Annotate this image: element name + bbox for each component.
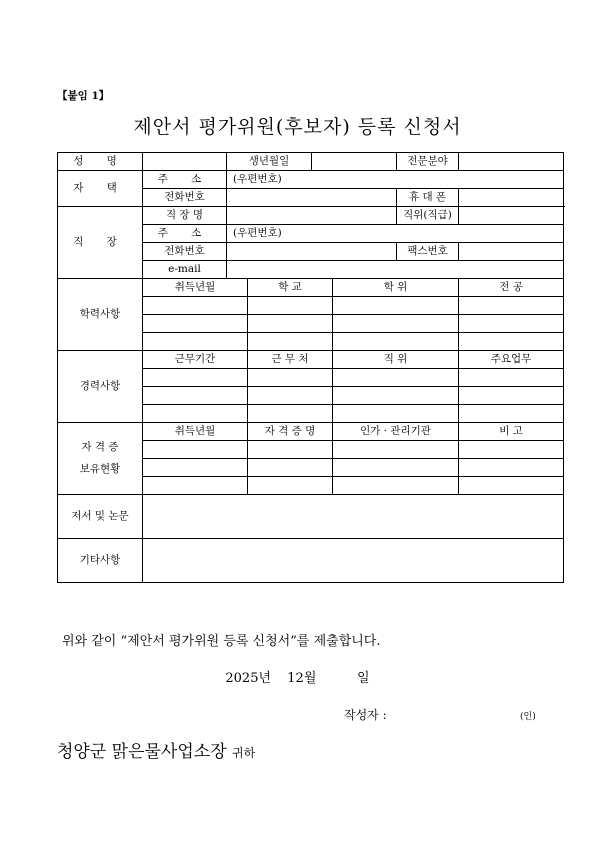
work-address-label: 주 소 (143, 225, 227, 243)
attachment-label: 【붙임 1】 (57, 90, 110, 102)
table-cell[interactable] (333, 387, 459, 405)
table-cell[interactable] (248, 315, 333, 333)
edu-header: 학 위 (333, 279, 459, 297)
work-phone-field[interactable] (227, 243, 397, 261)
fax-field[interactable] (459, 243, 564, 261)
papers-row (58, 495, 564, 539)
table-cell[interactable] (459, 477, 564, 495)
other-row (58, 539, 564, 583)
home-address-row (58, 171, 564, 189)
work-address-field[interactable]: (우편번호) (227, 225, 564, 243)
table-cell[interactable] (248, 387, 333, 405)
edu-header: 학 교 (248, 279, 333, 297)
home-address-field[interactable]: (우편번호) (227, 171, 564, 189)
table-cell[interactable] (333, 459, 459, 477)
education-label: 학력사항 (58, 279, 143, 351)
position-label: 직위(직급) (397, 207, 459, 225)
recipient-suffix: 귀하 (232, 746, 256, 760)
home-label: 자 택 (58, 171, 143, 207)
other-field[interactable] (143, 539, 564, 583)
workplace-row (58, 207, 564, 225)
home-address-label: 주 소 (143, 171, 227, 189)
table-cell[interactable] (333, 333, 459, 351)
name-row (58, 153, 564, 171)
other-label: 기타사항 (58, 539, 143, 583)
table-cell[interactable] (143, 369, 248, 387)
email-field[interactable] (227, 261, 564, 279)
table-cell[interactable] (333, 297, 459, 315)
fax-label: 팩스번호 (397, 243, 459, 261)
home-phone-field[interactable] (227, 189, 397, 207)
table-cell[interactable] (248, 369, 333, 387)
table-cell[interactable] (459, 369, 564, 387)
mobile-label: 휴 대 폰 (397, 189, 459, 207)
name-field[interactable] (143, 153, 227, 171)
table-cell[interactable] (459, 459, 564, 477)
table-cell[interactable] (143, 405, 248, 423)
cert-header: 자 격 증 명 (248, 423, 333, 441)
cert-label-line1: 자 격 증 (81, 441, 119, 453)
cert-label (58, 423, 143, 495)
table-cell[interactable] (333, 477, 459, 495)
table-cell[interactable] (143, 477, 248, 495)
table-cell[interactable] (143, 297, 248, 315)
declaration-text: 위와 같이 “제안서 평가위원 등록 신청서”를 제출합니다. (62, 634, 381, 649)
edu-header: 취득년월 (143, 279, 248, 297)
specialty-field[interactable] (459, 153, 564, 171)
table-cell[interactable] (333, 441, 459, 459)
table-cell[interactable] (248, 333, 333, 351)
work-label: 직 장 (58, 207, 143, 279)
home-phone-label: 전화번호 (143, 189, 227, 207)
table-cell[interactable] (459, 315, 564, 333)
table-cell[interactable] (248, 459, 333, 477)
table-cell[interactable] (459, 441, 564, 459)
work-phone-label: 전화번호 (143, 243, 227, 261)
career-label: 경력사항 (58, 351, 143, 423)
cert-header: 인가 · 관리기관 (333, 423, 459, 441)
career-header: 근무기간 (143, 351, 248, 369)
table-cell[interactable] (333, 369, 459, 387)
career-header: 직 위 (333, 351, 459, 369)
cert-label-line2: 보유현황 (79, 463, 121, 475)
specialty-label: 전문분야 (397, 153, 459, 171)
table-cell[interactable] (248, 297, 333, 315)
name-label: 성 명 (58, 153, 143, 171)
table-cell[interactable] (333, 315, 459, 333)
papers-field[interactable] (143, 495, 564, 539)
birth-label: 생년월일 (227, 153, 312, 171)
table-cell[interactable] (143, 441, 248, 459)
table-cell[interactable] (459, 405, 564, 423)
email-label: e-mail (143, 261, 227, 279)
education-header-row (58, 279, 564, 297)
table-cell[interactable] (333, 405, 459, 423)
recipient-name: 청양군 맑은물사업소장 (57, 742, 227, 762)
recipient (57, 737, 255, 762)
seal-mark: (인) (520, 712, 536, 722)
table-cell[interactable] (248, 477, 333, 495)
cert-header: 취득년월 (143, 423, 248, 441)
table-cell[interactable] (459, 297, 564, 315)
table-cell[interactable] (143, 333, 248, 351)
papers-label: 저서 및 논문 (58, 495, 143, 539)
career-header: 주요업무 (459, 351, 564, 369)
table-cell[interactable] (143, 459, 248, 477)
table-cell[interactable] (459, 333, 564, 351)
application-form (57, 152, 564, 583)
cert-header-row (58, 423, 564, 441)
page-title: 제안서 평가위원(후보자) 등록 신청서 (133, 116, 462, 138)
cert-header: 비 고 (459, 423, 564, 441)
table-cell[interactable] (143, 315, 248, 333)
birth-field[interactable] (312, 153, 397, 171)
table-cell[interactable] (248, 441, 333, 459)
date-line: 2025년 12월 일 (225, 671, 370, 686)
author-label: 작성자 : (344, 708, 387, 722)
table-cell[interactable] (143, 387, 248, 405)
career-header: 근 무 처 (248, 351, 333, 369)
edu-header: 전 공 (459, 279, 564, 297)
position-field[interactable] (459, 207, 564, 225)
table-cell[interactable] (248, 405, 333, 423)
career-header-row (58, 351, 564, 369)
workplace-name-field[interactable] (227, 207, 397, 225)
workplace-name-label: 직 장 명 (143, 207, 227, 225)
mobile-field[interactable] (459, 189, 564, 207)
table-cell[interactable] (459, 387, 564, 405)
